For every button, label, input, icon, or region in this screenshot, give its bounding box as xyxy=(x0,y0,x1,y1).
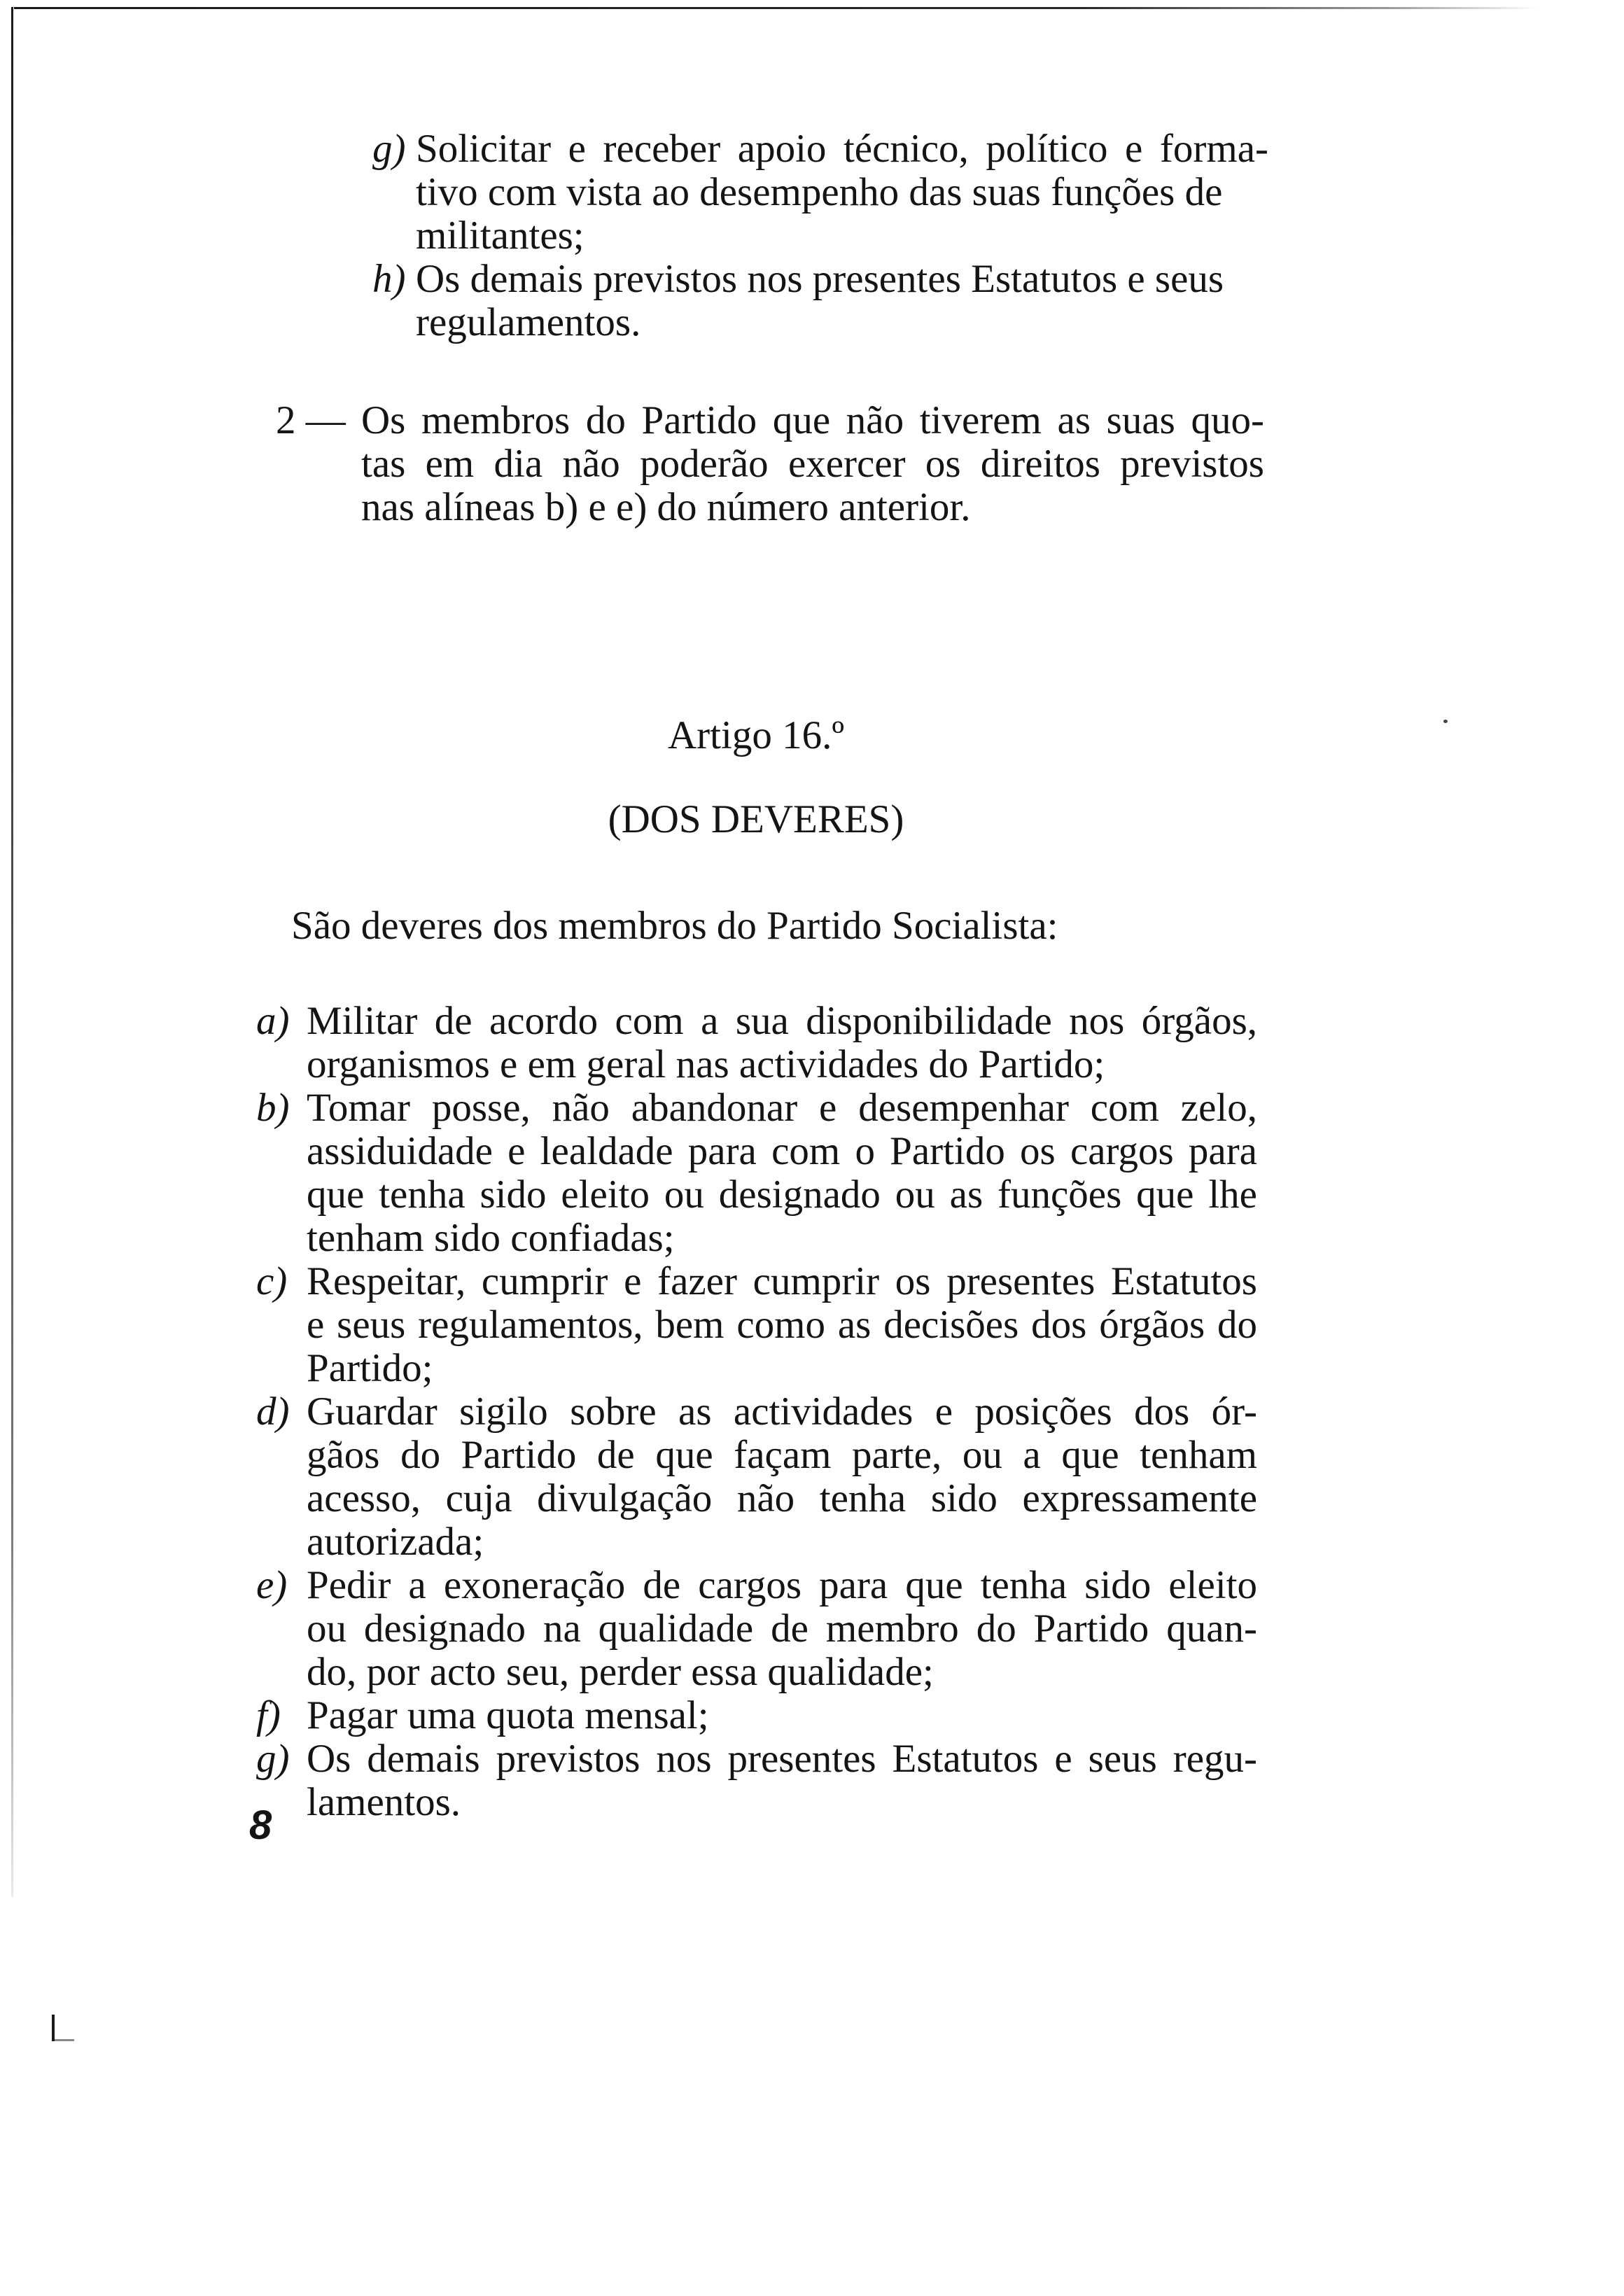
scan-crop-mark xyxy=(52,2015,55,2041)
list-item-line: tenham sido confiadas; xyxy=(307,1216,675,1260)
list-item-line: Partido; xyxy=(307,1346,433,1390)
duties-list xyxy=(256,1000,1257,1824)
paragraph-line: nas alíneas b) e e) do número anterior. xyxy=(361,485,971,529)
list-item-line: e seus regulamentos, bem como as decisões dos órgãos do xyxy=(307,1303,1257,1347)
list-item-line: tivo com vista ao desempenho das suas funções de xyxy=(416,170,1223,214)
list-item-line: Tomar posse, não abandonar e desempenhar com zelo, xyxy=(307,1086,1257,1130)
list-item xyxy=(372,258,1268,344)
list-item-line: organismos e em geral nas actividades do Partido; xyxy=(307,1042,1105,1086)
article-heading: Artigo 16.º xyxy=(668,713,844,757)
list-marker: c) xyxy=(256,1259,288,1303)
list-item-line: Respeitar, cumprir e fazer cumprir os presentes Estatutos xyxy=(307,1259,1257,1303)
paragraph-line: tas em dia não poderão exercer os direitos previstos xyxy=(361,442,1264,486)
scan-border-left xyxy=(11,7,13,1897)
list-item-line: regulamentos. xyxy=(416,300,641,344)
list-item xyxy=(256,1260,1257,1390)
list-item-line: militantes; xyxy=(416,214,584,258)
list-marker: b) xyxy=(256,1086,290,1130)
list-marker: e) xyxy=(256,1563,288,1607)
list-item-line: Os demais previstos nos presentes Estatutos e seus regu- xyxy=(307,1737,1257,1781)
article-subheading: (DOS DEVERES) xyxy=(608,797,904,841)
list-item-line: acesso, cuja divulgação não tenha sido expressamente xyxy=(307,1476,1257,1520)
article-intro: São deveres dos membros do Partido Socialista: xyxy=(291,904,1058,948)
list-item-line: Pedir a exoneração de cargos para que tenha sido eleito xyxy=(307,1563,1257,1607)
list-marker: a) xyxy=(256,999,290,1043)
list-item-line: gãos do Partido de que façam parte, ou a que tenham xyxy=(307,1433,1257,1477)
list-marker: g) xyxy=(256,1737,290,1781)
list-item-line: que tenha sido eleito ou designado ou as funções que lhe xyxy=(307,1172,1257,1217)
list-item-line: autorizada; xyxy=(307,1520,484,1564)
list-item-line: Guardar sigilo sobre as actividades e posições dos ór- xyxy=(307,1390,1257,1434)
page-number: 8 xyxy=(249,1802,272,1848)
paragraph-line: Os membros do Partido que não tiverem as suas quo- xyxy=(361,398,1264,442)
list-marker: h) xyxy=(372,257,406,301)
paragraph-number: 2 — xyxy=(276,398,346,442)
list-item-line: Militar de acordo com a sua disponibilidade nos órgãos, xyxy=(307,999,1257,1043)
list-item xyxy=(256,1000,1257,1086)
list-item xyxy=(256,1390,1257,1564)
list-item-line: Pagar uma quota mensal; xyxy=(307,1693,709,1737)
list-item-line: do, por acto seu, perder essa qualidade; xyxy=(307,1650,934,1694)
list-item-line: Solicitar e receber apoio técnico, político e forma- xyxy=(416,127,1268,171)
list-item-line: ou designado na qualidade de membro do Partido quan- xyxy=(307,1606,1257,1651)
continued-list xyxy=(372,127,1268,344)
list-item xyxy=(256,1564,1257,1694)
list-marker: f) xyxy=(256,1693,281,1737)
list-item-line: lamentos. xyxy=(307,1780,461,1824)
list-marker: g) xyxy=(372,127,406,171)
list-item-line: assiduidade e lealdade para com o Partido os cargos para xyxy=(307,1129,1257,1173)
list-item xyxy=(256,1737,1257,1824)
list-item-line: Os demais previstos nos presentes Estatutos e seus xyxy=(416,257,1224,301)
list-item xyxy=(256,1694,1257,1737)
list-item xyxy=(372,127,1268,258)
list-marker: d) xyxy=(256,1390,290,1434)
list-item xyxy=(256,1086,1257,1260)
scan-border-top xyxy=(14,7,1540,9)
